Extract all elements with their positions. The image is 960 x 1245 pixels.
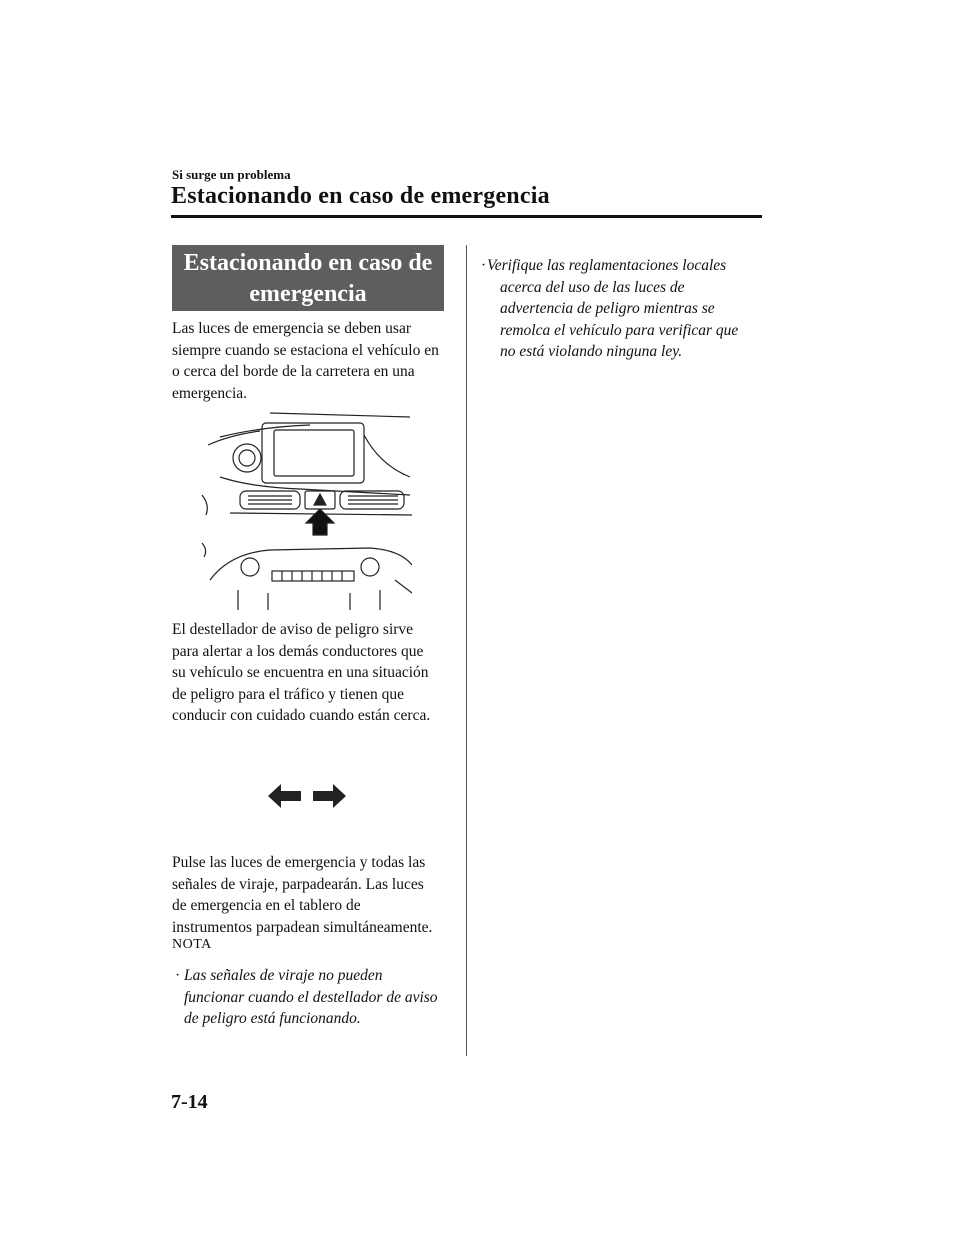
bullet-dot: · (175, 967, 181, 984)
text-line: siempre cuando se estaciona el vehículo en (172, 341, 439, 359)
column-divider (466, 245, 467, 1056)
section-banner (172, 245, 444, 311)
text-line: su vehículo se encuentra en una situación (172, 664, 429, 681)
text-line: Las señales de viraje no pueden (184, 967, 383, 984)
right-bullet (481, 255, 763, 363)
instruction-paragraph (172, 852, 454, 938)
explanation-paragraph (172, 619, 454, 727)
text-line: señales de viraje, parpadearán. Las luces (172, 875, 424, 893)
text-line: no está violando ninguna ley. (500, 343, 683, 360)
text-line: conducir con cuidado cuando están cerca. (172, 707, 431, 724)
chapter-label: Si surge un problema (172, 167, 291, 182)
text-line: Las luces de emergencia se deben usar (172, 320, 411, 337)
bullet-dot: · (481, 257, 487, 274)
text-line: Verifique las reglamentaciones locales (487, 257, 727, 274)
text-line: Pulse las luces de emergencia y todas las (172, 854, 426, 871)
nota-bullet (175, 965, 459, 1030)
turn-signal-arrows-icon (268, 783, 346, 809)
text-line: de peligro está funcionando. (184, 1010, 361, 1027)
header-rule (171, 215, 762, 218)
dashboard-hazard-button-illustration (200, 405, 412, 610)
text-line: de peligro para el tráfico y tienen que (172, 685, 404, 703)
text-line: o cerca del borde de la carretera en una (172, 363, 415, 380)
text-line: remolca el vehículo para verificar que (500, 321, 739, 339)
text-line: acerca del uso de las luces de (500, 278, 685, 296)
nota-label: NOTA (172, 937, 212, 952)
text-line: advertencia de peligro mientras se (500, 300, 715, 317)
text-line: El destellador de aviso de peligro sirve (172, 621, 414, 638)
text-line: para alertar a los demás conductores que (172, 642, 424, 660)
text-line: de emergencia en el tablero de (172, 897, 361, 914)
text-line: emergencia. (172, 384, 248, 402)
section-banner-line1: Estacionando en caso de (183, 250, 433, 276)
intro-paragraph (172, 318, 454, 404)
text-line: funcionar cuando el destellador de aviso (184, 988, 438, 1006)
page-title: Estacionando en caso de emergencia (171, 183, 550, 209)
page-number: 7-14 (171, 1091, 208, 1113)
section-banner-line2: emergencia (249, 281, 367, 307)
text-line: instrumentos parpadean simultáneamente. (172, 918, 433, 936)
